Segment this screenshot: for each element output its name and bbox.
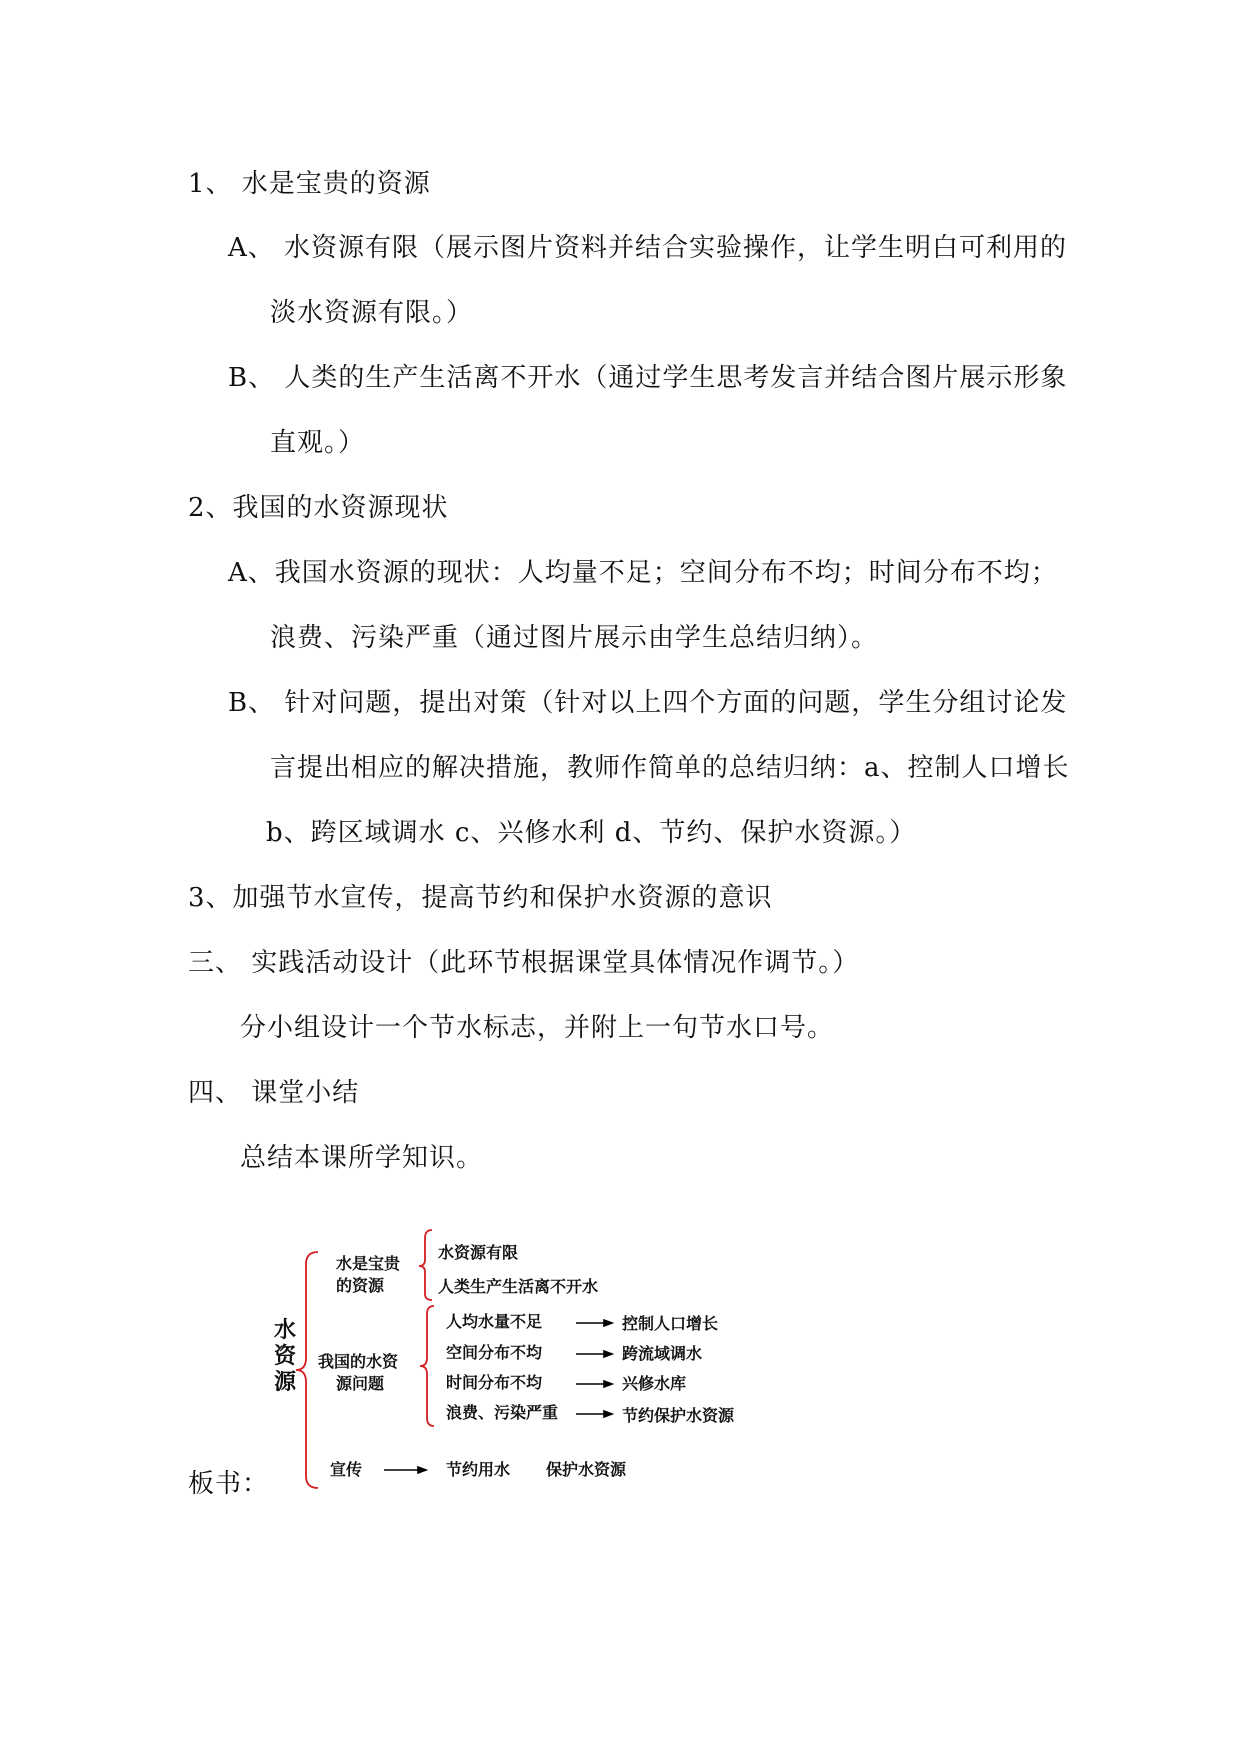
outline-item-1a: A、 水资源有限（展示图片资料并结合实验操作，让学生明白可利用的 (228, 233, 1068, 263)
section-3-heading: 三、 实践活动设计（此环节根据课堂具体情况作调节。） (188, 948, 860, 978)
branch3-title: 宣传 (330, 1460, 363, 1479)
solution-item: 兴修水库 (622, 1374, 687, 1393)
main-brace (296, 1252, 318, 1488)
outline-item-2a: A、我国水资源的现状：人均量不足；空间分布不均；时间分布不均； (228, 558, 1058, 588)
outline-item-1: 1、 水是宝贵的资源 (188, 169, 431, 199)
board-label: 板书： (188, 1469, 270, 1499)
branch1-title: 的资源 (336, 1276, 385, 1295)
outline-item-2b: B、 针对问题，提出对策（针对以上四个方面的问题，学生分组讨论发 (228, 688, 1068, 718)
arrow-head (604, 1351, 612, 1357)
problem-item: 浪费、污染严重 (446, 1403, 559, 1422)
branch2-title: 我国的水资 (318, 1352, 399, 1371)
solution-item: 控制人口增长 (622, 1314, 719, 1333)
branch1-brace (419, 1230, 432, 1300)
outline-item-1b: B、 人类的生产生活离不开水（通过学生思考发言并结合图片展示形象 (228, 363, 1068, 393)
section-3-body: 分小组设计一个节水标志，并附上一句节水口号。 (240, 1013, 835, 1043)
branch2-brace (420, 1306, 434, 1426)
branch3-item: 保护水资源 (546, 1460, 627, 1479)
solution-item: 节约保护水资源 (622, 1406, 735, 1425)
outline-item-1b-cont: 直观。） (270, 428, 366, 458)
board-root-char: 源 (273, 1370, 296, 1395)
outline-item-2a-cont: 浪费、污染严重（通过图片展示由学生总结归纳）。 (270, 623, 879, 653)
arrow-head (418, 1467, 426, 1473)
outline-item-2b-cont1: 言提出相应的解决措施，教师作简单的总结归纳：a、控制人口增长 (270, 753, 1070, 783)
board-root-char: 水 (273, 1318, 296, 1343)
outline-item-3: 3、加强节水宣传，提高节约和保护水资源的意识 (188, 883, 773, 913)
solution-item: 跨流域调水 (622, 1344, 703, 1363)
problem-item: 时间分布不均 (446, 1373, 543, 1392)
problem-item: 人均水量不足 (446, 1312, 543, 1331)
branch1-title: 水是宝贵 (336, 1254, 401, 1273)
outline-item-2: 2、我国的水资源现状 (188, 493, 449, 523)
branch3-item: 节约用水 (446, 1460, 511, 1479)
branch1-item: 人类生产生活离不开水 (438, 1277, 599, 1296)
arrow-head (604, 1411, 612, 1417)
outline-item-2b-cont2: b、跨区域调水 c、兴修水利 d、节约、保护水资源。） (266, 818, 917, 848)
arrow-head (604, 1320, 612, 1326)
problem-item: 空间分布不均 (446, 1343, 543, 1362)
arrow-head (604, 1381, 612, 1387)
section-4-body: 总结本课所学知识。 (240, 1143, 484, 1173)
board-root-char: 资 (273, 1344, 296, 1369)
section-4-heading: 四、 课堂小结 (188, 1078, 360, 1108)
branch1-item: 水资源有限 (438, 1243, 519, 1262)
branch2-title: 源问题 (336, 1374, 385, 1393)
outline-item-1a-cont: 淡水资源有限。） (270, 298, 474, 328)
